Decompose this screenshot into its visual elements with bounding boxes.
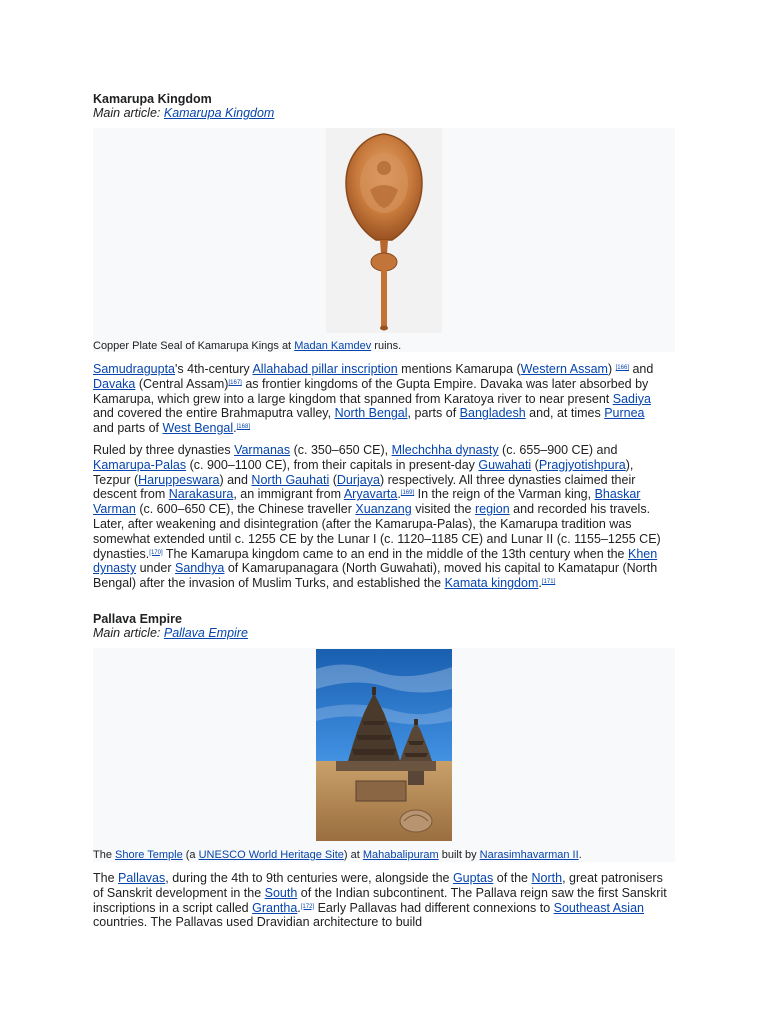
- reference-link[interactable]: [170]: [149, 549, 163, 556]
- text: (c. 600–650 CE), the Chinese traveller: [135, 502, 356, 517]
- copper-seal-image[interactable]: [326, 128, 442, 333]
- shore-temple-illustration: [316, 649, 452, 841]
- text: (Central Assam): [135, 376, 229, 391]
- text-link[interactable]: Durjaya: [336, 472, 380, 487]
- text-link[interactable]: Pragjyotishpura: [538, 457, 626, 472]
- figure-pallava: [93, 648, 675, 862]
- text: and covered the entire Brahmaputra valley,: [93, 406, 335, 421]
- text-link[interactable]: Southeast Asian: [553, 900, 644, 915]
- text: of the Indian subcontinent. The Pallava reign saw the first Sanskrit inscriptions in a script called: [93, 885, 667, 915]
- text: countries. The Pallavas used Dravidian architecture to build: [93, 915, 423, 930]
- text: , parts of: [407, 406, 460, 421]
- text: of the: [493, 871, 532, 885]
- text: Ruled by three dynasties: [93, 443, 235, 457]
- caption-text: Copper Plate Seal of Kamarupa Kings at: [93, 340, 295, 352]
- text-link[interactable]: Bangladesh: [459, 406, 526, 421]
- main-article-link[interactable]: Pallava Empire: [163, 626, 248, 640]
- text-link[interactable]: Narakasura: [168, 487, 234, 502]
- text: ) respectively. All three dynasties claimed their descent from: [93, 472, 636, 502]
- text-link[interactable]: Khen dynasty: [93, 546, 658, 576]
- main-article-prefix: Main article:: [93, 626, 164, 640]
- text-link[interactable]: Haruppeswara: [138, 472, 220, 487]
- text: .: [297, 900, 301, 915]
- text: (: [531, 457, 539, 472]
- paragraph: [93, 362, 668, 436]
- text: under: [136, 561, 176, 576]
- caption-text: .: [578, 849, 582, 861]
- reference-link[interactable]: [166]: [615, 365, 629, 371]
- text: (c. 350–650 CE),: [290, 443, 392, 457]
- text: (c. 900–1100 CE), from their capitals in present-day: [186, 457, 479, 472]
- text-link[interactable]: North Gauhati: [251, 472, 330, 487]
- text-link[interactable]: Aryavarta: [343, 487, 398, 502]
- reference-link[interactable]: [169]: [400, 490, 415, 497]
- text: of Kamarupanagara (North Guwahati), moved his capital to Kamatapur (North Bengal) after the invasion of Muslim Turks, and established the: [93, 561, 658, 591]
- text: mentions Kamarupa (: [397, 362, 521, 376]
- paragraph: [93, 871, 668, 930]
- text-link[interactable]: Sadiya: [612, 391, 651, 406]
- text-link[interactable]: Kamata kingdom: [444, 576, 539, 591]
- main-article-note: [93, 106, 274, 120]
- section-heading-pallava: Pallava Empire: [93, 612, 182, 626]
- caption-text: built by: [438, 849, 480, 861]
- text: In the reign of the Varman king,: [414, 487, 595, 502]
- text: ) and: [219, 472, 252, 487]
- text: as frontier kingdoms of the Gupta Empire. Davaka was later absorbed by Kamarupa, which grew into a large kingdom that spanned from Karatoya river to near present: [93, 376, 649, 406]
- text: (: [329, 472, 337, 487]
- section-heading-kamarupa: Kamarupa Kingdom: [93, 92, 212, 106]
- text: and parts of: [93, 421, 163, 436]
- text-link[interactable]: Samudragupta: [93, 362, 176, 376]
- paragraph: [93, 443, 668, 591]
- text-link[interactable]: Allahabad pillar inscription: [252, 362, 398, 376]
- text-link[interactable]: Bhaskar Varman: [93, 487, 641, 517]
- caption-link[interactable]: Mahabalipuram: [362, 849, 439, 861]
- text: .: [538, 576, 542, 591]
- text: .: [397, 487, 401, 502]
- caption-text: The: [93, 849, 116, 861]
- main-article-link[interactable]: Kamarupa Kingdom: [163, 106, 275, 120]
- text-link[interactable]: Kamarupa-Palas: [93, 457, 187, 472]
- text: and recorded his travels. Later, after weakening and disintegration (after the Kamarupa-Palas), the Kamarupa tradition was somewhat extended until c. 1255 CE by the Lunar I (c. 1120–1185 CE) and Lunar II (c. 1155–1255 CE) dynasties.: [93, 502, 661, 561]
- text: and: [629, 362, 654, 376]
- text-link[interactable]: Grantha: [252, 900, 298, 915]
- text: .: [233, 421, 237, 436]
- caption-link[interactable]: Shore Temple: [115, 849, 183, 861]
- text: The Kamarupa kingdom came to an end in the middle of the 13th century when the: [162, 546, 628, 561]
- text-link[interactable]: North Bengal: [334, 406, 408, 421]
- text-link[interactable]: Davaka: [93, 376, 136, 391]
- text: , an immigrant from: [233, 487, 344, 502]
- caption-link[interactable]: UNESCO World Heritage Site: [198, 849, 344, 861]
- shore-temple-image[interactable]: [316, 649, 452, 841]
- text: and, at times: [525, 406, 605, 421]
- text-link[interactable]: Mlechchha dynasty: [391, 443, 499, 457]
- text: Early Pallavas had different connexions to: [314, 900, 554, 915]
- caption-text: ruins.: [371, 340, 402, 352]
- text-link[interactable]: Pallavas: [118, 871, 166, 885]
- caption-link[interactable]: Madan Kamdev: [294, 340, 372, 352]
- text-link[interactable]: Xuanzang: [355, 502, 412, 517]
- text: ): [607, 362, 613, 376]
- text-link[interactable]: Guptas: [452, 871, 494, 885]
- figure-caption: [93, 340, 401, 352]
- caption-text: ) at: [343, 849, 363, 861]
- text: 's 4th-century: [175, 362, 253, 376]
- caption-link[interactable]: Narasimhavarman II: [479, 849, 579, 861]
- reference-link[interactable]: [171]: [541, 579, 556, 586]
- text-link[interactable]: Guwahati: [478, 457, 532, 472]
- text: ), Tezpur (: [93, 457, 634, 487]
- text: The: [93, 871, 119, 885]
- figure-kamarupa: [93, 128, 675, 352]
- main-article-prefix: Main article:: [93, 106, 164, 120]
- text: visited the: [411, 502, 475, 517]
- figure-caption: [93, 849, 582, 861]
- text-link[interactable]: Western Assam: [520, 362, 608, 376]
- text: , great patronisers of Sanskrit development in the: [93, 871, 663, 900]
- reference-link[interactable]: [172]: [300, 903, 315, 910]
- main-article-note: [93, 626, 248, 640]
- text-link[interactable]: region: [474, 502, 510, 517]
- text-link[interactable]: South: [264, 885, 298, 900]
- text: , during the 4th to 9th centuries were, alongside the: [165, 871, 453, 885]
- reference-link[interactable]: [168]: [236, 424, 250, 431]
- text-link[interactable]: West Bengal: [162, 421, 234, 436]
- text-link[interactable]: Purnea: [604, 406, 645, 421]
- text: (c. 655–900 CE) and: [498, 443, 618, 457]
- caption-text: (a: [182, 849, 199, 861]
- copper-seal-illustration: [326, 128, 442, 333]
- text-link[interactable]: Sandhya: [175, 561, 225, 576]
- reference-link[interactable]: [167]: [228, 379, 242, 386]
- text-link[interactable]: North: [531, 871, 563, 885]
- text-link[interactable]: Varmanas: [234, 443, 291, 457]
